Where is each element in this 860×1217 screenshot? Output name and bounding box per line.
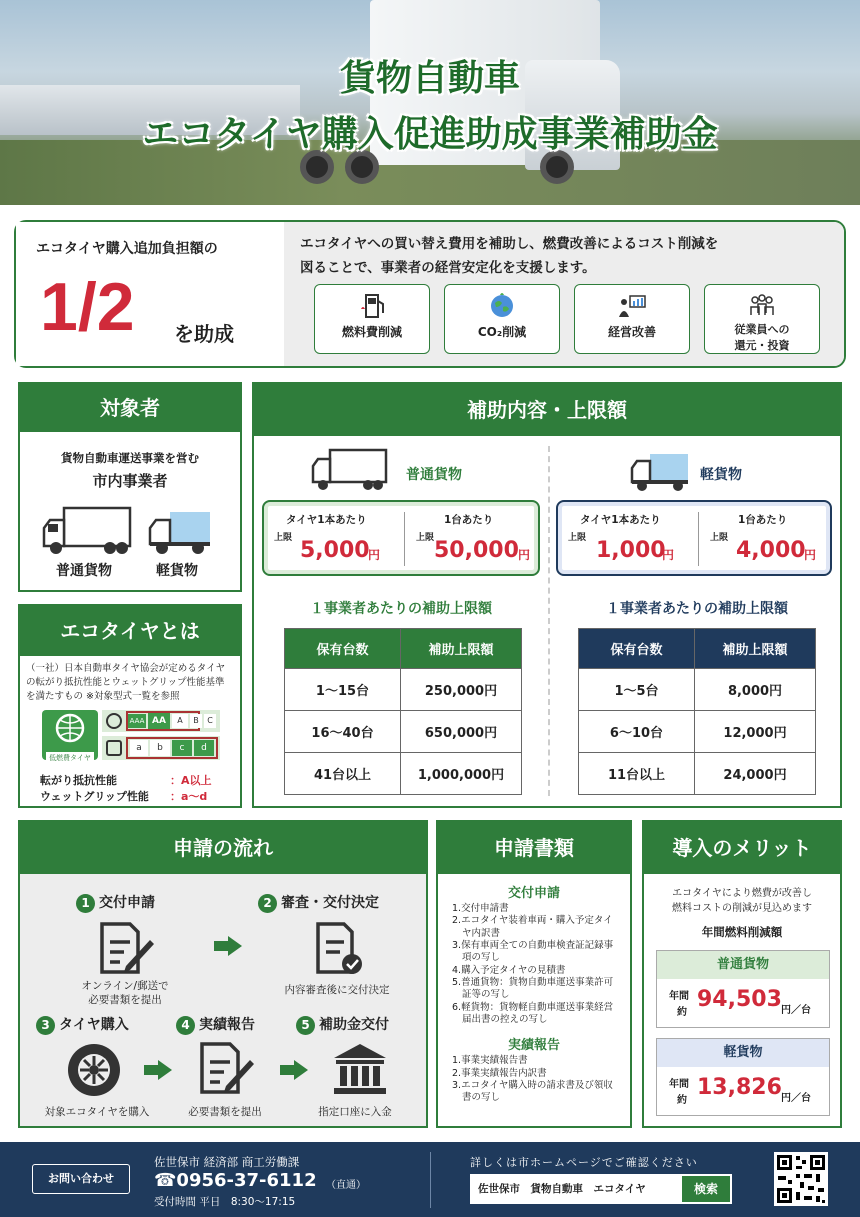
cap-label: 上限 [274, 533, 293, 543]
list-item: 1.交付申請書 [452, 903, 509, 914]
target-truck2-label: 軽貨物 [156, 563, 198, 579]
col-cap: 補助上限額 [401, 629, 522, 669]
cap-label: 上限 [416, 533, 435, 543]
step-1-title [76, 892, 155, 913]
list-item: 1.事業実績報告書 [452, 1055, 528, 1067]
table-header-row [285, 629, 522, 669]
footer-divider [430, 1152, 431, 1208]
merit-header: 導入のメリット [644, 822, 840, 874]
regular-name: 普通貨物 [406, 467, 462, 483]
intro-panel [14, 220, 846, 368]
cap-divider [404, 512, 405, 566]
table-header-row [579, 629, 816, 669]
cell-units: 16〜40台 [285, 711, 401, 753]
step-title: 審査・交付決定 [281, 895, 379, 911]
flow-arrow [158, 1060, 172, 1080]
per-unit-label: 1台あたり [738, 514, 788, 526]
table-row [579, 711, 816, 753]
step-title: 補助金交付 [319, 1017, 389, 1033]
per-unit-label: 1台あたり [444, 514, 494, 526]
light-table-title: １事業者あたりの補助上限額 [606, 601, 788, 617]
list-item: 5.普通貨物：貨物自動車運送事業許可証等の写し [452, 977, 614, 1001]
per-unit-value: 4,000 [736, 538, 806, 563]
target-line2: 市内事業者 [92, 472, 168, 490]
eco-tire-header: エコタイヤとは [20, 606, 240, 656]
step-3-title [36, 1014, 129, 1035]
target-header: 対象者 [20, 384, 240, 432]
step-title: タイヤ購入 [59, 1017, 129, 1033]
rr-grade-bar [102, 710, 220, 732]
step-4-desc1: 必要書類を提出 [188, 1106, 262, 1118]
subsidy-header: 補助内容・上限額 [254, 384, 840, 436]
step-5-desc1: 指定口座に入金 [318, 1106, 392, 1118]
wg-label: ウェットグリップ性能 [40, 790, 149, 803]
merit-desc1: エコタイヤにより燃費が改善し [672, 888, 812, 899]
regular-truck-icon [310, 448, 390, 494]
document-edit-icon [196, 1040, 256, 1098]
per-tire-value: 5,000 [300, 538, 370, 563]
per-tire-value: 1,000 [596, 538, 666, 563]
footer-dept: 佐世保市 経済部 商工労働課 [154, 1155, 300, 1169]
rr-grade: B [190, 714, 202, 728]
step-title: 交付申請 [99, 895, 155, 911]
cell-cap: 24,000円 [695, 753, 816, 795]
search-input[interactable]: 佐世保市 貨物自動車 エコタイヤ [470, 1174, 680, 1204]
people-icon [747, 291, 777, 321]
footer [0, 1142, 860, 1217]
regular-cap-box [262, 500, 540, 576]
merit-regular-name: 普通貨物 [657, 951, 829, 979]
light-truck-icon [630, 452, 692, 492]
subsidy-fraction-suffix: を助成 [174, 322, 234, 346]
rr-grade: AA [148, 713, 170, 729]
cell-units: 1〜5台 [579, 669, 695, 711]
step-1-desc1: オンライン/郵送で [81, 980, 169, 992]
regular-truck-icon [40, 506, 136, 558]
rr-grade: A [172, 714, 188, 728]
docs-apply-title: 交付申請 [507, 886, 560, 901]
benefit-label-line1: 従業員への [734, 323, 790, 336]
flow-arrow [228, 936, 242, 956]
step-number: 1 [76, 894, 95, 913]
cell-units: 1〜15台 [285, 669, 401, 711]
footer-tel-note: （直通） [326, 1180, 366, 1191]
step-number: 2 [258, 894, 277, 913]
list-item: 2.事業実績報告内訳書 [452, 1067, 547, 1079]
intro-desc-line1: エコタイヤへの買い替え費用を補助し、燃費改善によるコスト削減を [300, 236, 719, 252]
rr-grade: C [204, 714, 216, 728]
benefit-management [574, 284, 690, 354]
intro-lead: エコタイヤ購入追加負担額の [36, 241, 218, 257]
target-truck1-label: 普通貨物 [56, 563, 112, 579]
search-button[interactable]: 検索 [680, 1174, 732, 1204]
documents-section [436, 820, 632, 1128]
cap-divider [698, 512, 699, 566]
step-number: 5 [296, 1016, 315, 1035]
cap-label: 上限 [710, 533, 729, 543]
cell-units: 6〜10台 [579, 711, 695, 753]
cap-label: 上限 [568, 533, 587, 543]
yen-label: 円 [662, 548, 675, 562]
yen-label: 円 [368, 548, 381, 562]
merit-light-value: 13,826 [697, 1075, 782, 1100]
table-row [285, 711, 522, 753]
benefit-label: 経営改善 [607, 325, 656, 339]
step-2-desc1: 内容審査後に交付決定 [284, 984, 390, 996]
footer-tel: ☎0956-37-6112 [154, 1170, 317, 1191]
cell-cap: 1,000,000円 [401, 753, 522, 795]
table-row [285, 669, 522, 711]
merit-pre2: 約 [677, 1095, 687, 1106]
footer-hours: 受付時間 平日 8:30〜17:15 [154, 1196, 296, 1208]
eco-tire-section [18, 604, 242, 808]
intro-left [16, 222, 284, 366]
documents-header: 申請書類 [438, 822, 630, 874]
cell-cap: 250,000円 [401, 669, 522, 711]
eco-label-text: 低燃費タイヤ [46, 752, 94, 764]
step-number: 3 [36, 1016, 55, 1035]
wg-grade: a [130, 740, 148, 756]
merit-sub: 年間燃料削減額 [701, 925, 783, 939]
wg-grade: b [150, 740, 170, 756]
flow-arrow [294, 1060, 308, 1080]
tire-icon [64, 1040, 124, 1100]
benefit-label: 燃料費削減 [341, 325, 402, 339]
benefit-employees [704, 284, 820, 354]
step-5-title [296, 1014, 389, 1035]
per-unit-value: 50,000 [434, 538, 519, 563]
merit-regular-value: 94,503 [697, 987, 782, 1012]
target-section [18, 382, 242, 592]
light-cap-box [556, 500, 832, 576]
merit-desc2: 燃料コストの削減が見込めます [672, 903, 812, 914]
flow-header: 申請の流れ [20, 822, 426, 874]
page-title-line2: エコタイヤ購入促進助成事業補助金 [142, 114, 718, 155]
list-item: 6.軽貨物：貨物軽自動車運送事業経営届出書の控えの写し [452, 1001, 614, 1026]
col-cap: 補助上限額 [695, 629, 816, 669]
wg-tire-icon [106, 740, 122, 756]
step-2-title [258, 892, 379, 913]
merit-pre1: 年間 [669, 991, 689, 1002]
docs-report-title: 実績報告 [507, 1038, 560, 1054]
hero-banner [0, 0, 860, 205]
table-row [285, 753, 522, 795]
step-title: 実績報告 [199, 1017, 255, 1033]
contact-button[interactable]: お問い合わせ [32, 1164, 130, 1194]
per-tire-label: タイヤ1本あたり [286, 514, 367, 526]
benefit-fuel [314, 284, 430, 354]
light-cap-table [578, 628, 816, 795]
step-3-desc1: 対象エコタイヤを購入 [44, 1106, 150, 1118]
document-check-icon [310, 920, 370, 978]
fuel-pump-icon [357, 291, 387, 321]
merit-light-name: 軽貨物 [657, 1039, 829, 1067]
qr-code-icon[interactable] [774, 1152, 828, 1206]
step-1-desc2: 必要書類を提出 [88, 994, 162, 1006]
merit-pre2: 約 [677, 1007, 687, 1018]
footer-hp-note: 詳しくは市ホームページでご確認ください [470, 1156, 698, 1169]
list-item: 2.エコタイヤ装着車両・購入予定タイヤ内訳書 [452, 915, 613, 939]
col-units: 保有台数 [285, 629, 401, 669]
yen-label: 円 [518, 548, 531, 562]
wg-grade: c [172, 740, 192, 756]
step-4-title [176, 1014, 255, 1035]
eco-label-logo [42, 710, 98, 760]
subsidy-divider [548, 446, 550, 796]
yen-label: 円 [804, 548, 817, 562]
target-line1: 貨物自動車運送事業を営む [61, 451, 199, 465]
tire-globe-icon [42, 710, 98, 748]
rr-tire-icon [106, 713, 122, 729]
wg-grade: d [194, 740, 214, 756]
merit-regular-box [656, 950, 830, 1028]
rr-label: 転がり抵抗性能 [40, 774, 117, 787]
docs-apply-list [438, 901, 630, 1026]
cell-cap: 12,000円 [695, 711, 816, 753]
document-edit-icon [96, 920, 156, 978]
subsidy-section [252, 382, 842, 808]
rr-value: ：A以上 [170, 774, 212, 787]
merit-light-box [656, 1038, 830, 1116]
table-row [579, 669, 816, 711]
merit-unit: 円／台 [781, 1093, 811, 1104]
wg-value: ：a〜d [170, 790, 208, 803]
benefit-label-line2: 還元・投資 [734, 339, 790, 352]
bank-icon [330, 1040, 390, 1098]
merit-pre1: 年間 [669, 1079, 689, 1090]
flow-section [18, 820, 428, 1128]
merit-unit: 円／台 [781, 1005, 811, 1016]
cell-units: 41台以上 [285, 753, 401, 795]
cell-cap: 8,000円 [695, 669, 816, 711]
earth-icon [487, 291, 517, 321]
regular-table-title: １事業者あたりの補助上限額 [310, 601, 492, 617]
light-name: 軽貨物 [700, 467, 742, 483]
rr-grade: AAA [128, 714, 146, 728]
docs-report-list [438, 1053, 630, 1104]
intro-right [284, 222, 844, 366]
list-item: 3.エコタイヤ購入時の請求書及び領収書の写し [452, 1080, 613, 1104]
col-units: 保有台数 [579, 629, 695, 669]
cell-units: 11台以上 [579, 753, 695, 795]
list-item: 3.保有車両全ての自動車検査証記録事項の写し [452, 940, 614, 964]
light-truck-icon [148, 510, 214, 556]
merit-section [642, 820, 842, 1128]
table-row [579, 753, 816, 795]
step-number: 4 [176, 1016, 195, 1035]
list-item: 4.購入予定タイヤの見積書 [452, 964, 566, 976]
cell-cap: 650,000円 [401, 711, 522, 753]
benefit-co2 [444, 284, 560, 354]
intro-desc-line2: 図ることで、事業者の経営安定化を支援します。 [300, 260, 596, 276]
subsidy-fraction: 1/2 [40, 269, 135, 345]
per-tire-label: タイヤ1本あたり [580, 514, 661, 526]
wg-grade-bar [102, 736, 220, 760]
benefit-label: CO₂削減 [477, 325, 527, 339]
eco-tire-desc: （一社）日本自動車タイヤ協会が定めるタイヤの転がり抵抗性能とウェットグリップ性能基準を満たすもの ※対象型式一覧を参照 [26, 663, 226, 702]
page-title-line1: 貨物自動車 [339, 58, 520, 99]
regular-cap-table [284, 628, 522, 795]
presentation-icon [617, 291, 647, 321]
